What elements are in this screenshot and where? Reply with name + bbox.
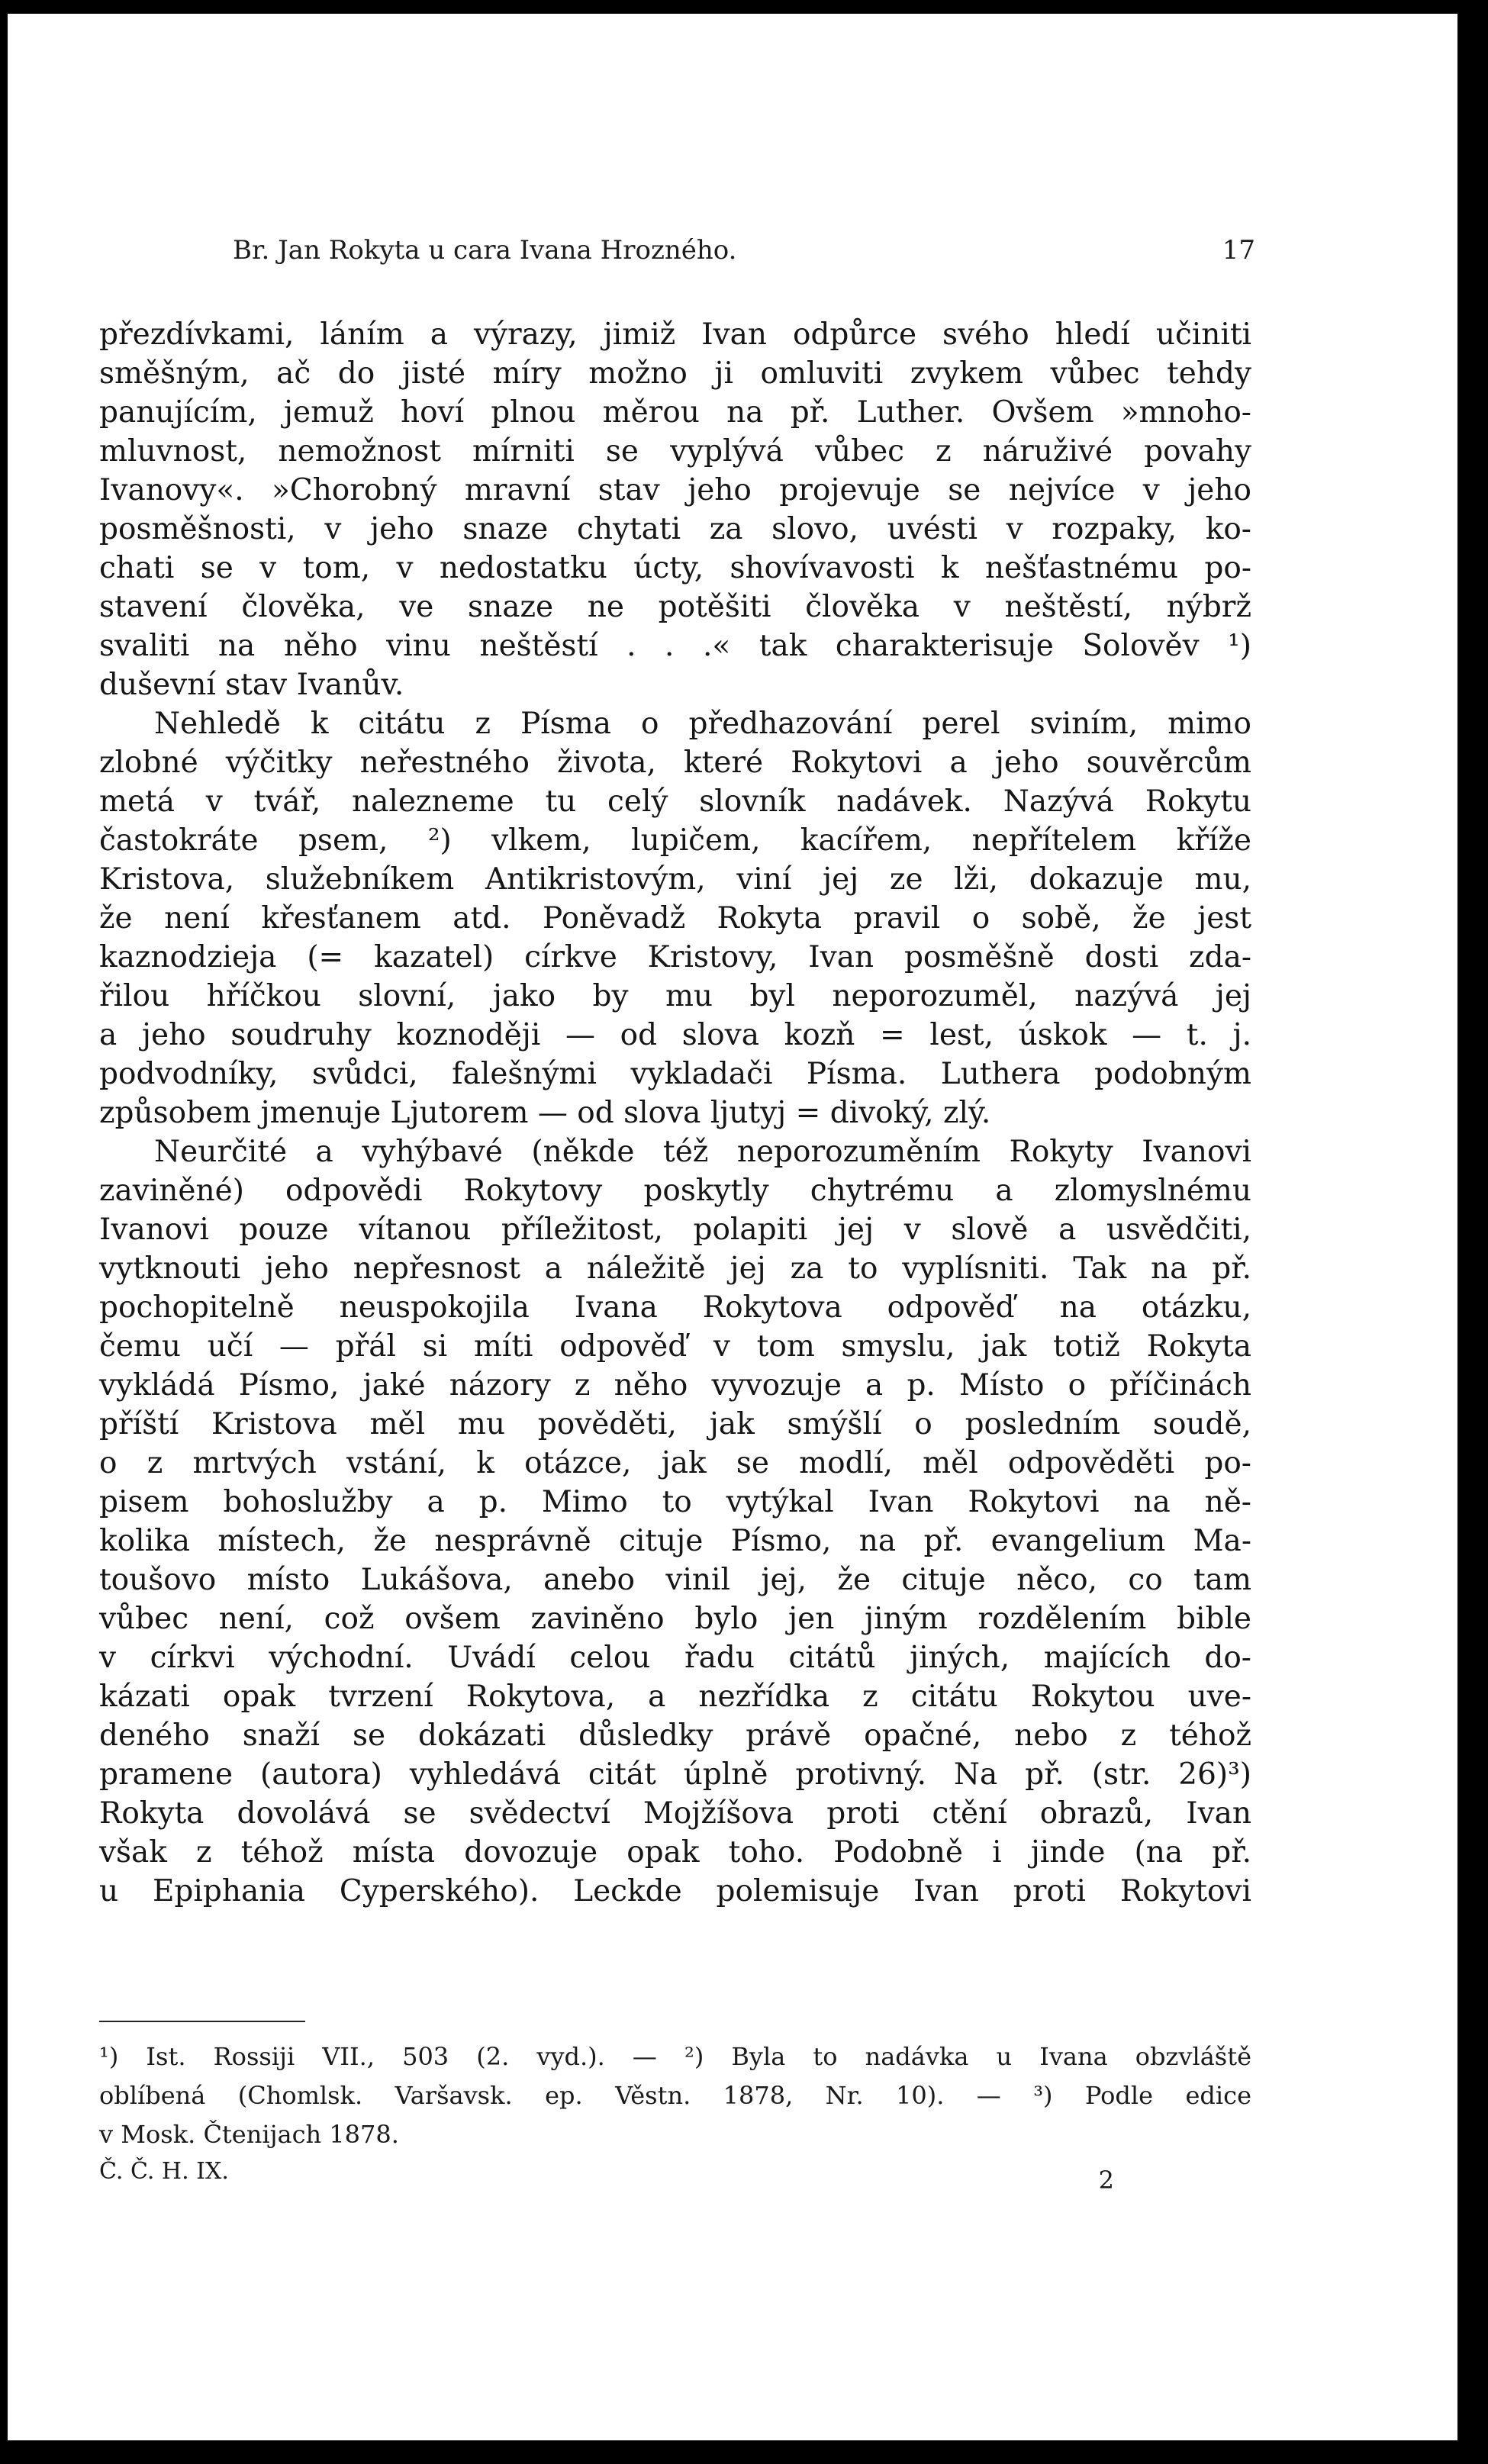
text-line: způsobem jmenuje Ljutorem — od slova ljutyj = divoký, zlý. — [99, 1096, 991, 1130]
text-line: panujícím, jemuž hoví plnou měrou na př. Luther. Ovšem »mnoho- — [99, 395, 1251, 430]
text-line: vůbec není, což ovšem zaviněno bylo jen jiným rozdělením bible — [99, 1602, 1251, 1636]
text-line: čemu učí — přál si míti odpověď v tom smyslu, jak totiž Rokyta — [99, 1329, 1251, 1364]
text-line: metá v tvář, nalezneme tu celý slovník nadávek. Nazývá Rokytu — [99, 784, 1251, 819]
text-line: posměšnosti, v jeho snaze chytati za slovo, uvésti v rozpaky, ko- — [99, 512, 1251, 546]
text-line: stavení člověka, ve snaze ne potěšiti člověka v neštěstí, nýbrž — [99, 590, 1251, 624]
text-line: pisem bohoslužby a p. Mimo to vytýkal Ivan Rokytovi na ně- — [99, 1485, 1251, 1519]
gathering-number: 2 — [1098, 2166, 1114, 2195]
text-line: příští Kristova měl mu pověděti, jak smýšlí o posledním soudě, — [99, 1407, 1251, 1441]
signature-mark: Č. Č. H. IX. — [99, 2158, 229, 2185]
body-text — [99, 315, 1251, 1911]
text-line: Ivanovi pouze vítanou příležitost, polapiti jej v slově a usvědčiti, — [99, 1213, 1251, 1247]
text-line: řilou hříčkou slovní, jako by mu byl neporozuměl, nazývá jej — [99, 979, 1251, 1013]
footnote-line: oblíbená (Chomlsk. Varšavsk. ep. Věstn. 1878, Nr. 10). — ³) Podle edice — [99, 2081, 1251, 2110]
text-line: chati se v tom, v nedostatku úcty, shovívavosti k nešťastnému po- — [99, 551, 1251, 585]
footnote-line: v Mosk. Čtenijach 1878. — [99, 2120, 399, 2149]
text-line: častokráte psem, ²) vlkem, lupičem, kacířem, nepřítelem kříže — [99, 823, 1251, 858]
footnotes — [99, 2040, 1251, 2156]
running-title: Br. Jan Rokyta u cara Ivana Hrozného. — [233, 235, 737, 266]
text-line: pramene (autora) vyhledává citát úplně protivný. Na př. (str. 26)³) — [99, 1757, 1251, 1792]
text-line: a jeho soudruhy koznoději — od slova kozň = lest, úskok — t. j. — [99, 1018, 1251, 1052]
text-line: Kristova, služebníkem Antikristovým, viní jej ze lži, dokazuje mu, — [99, 862, 1251, 897]
text-line: Rokyta dovolává se svědectví Mojžíšova proti ctění obrazů, Ivan — [99, 1796, 1251, 1831]
text-line: zlobné výčitky neřestného života, které Rokytovi a jeho souvěrcům — [99, 746, 1251, 780]
page-number: 17 — [1222, 235, 1255, 266]
text-line: podvodníky, svůdci, falešnými vykladači Písma. Luthera podobným — [99, 1057, 1251, 1091]
text-line: pochopitelně neuspokojila Ivana Rokytova odpověď na otázku, — [99, 1290, 1251, 1325]
text-line: však z téhož místa dovozuje opak toho. Podobně i jinde (na př. — [99, 1835, 1251, 1870]
text-line: vytknouti jeho nepřesnost a náležitě jej za to vyplísniti. Tak na př. — [99, 1251, 1251, 1286]
text-line: duševní stav Ivanův. — [99, 668, 404, 702]
footnote-separator — [99, 2021, 305, 2022]
book-page — [8, 14, 1457, 2440]
text-line: kolika místech, že nesprávně cituje Písmo, na př. evangelium Ma- — [99, 1524, 1251, 1558]
text-line: Nehledě k citátu z Písma o předhazování perel sviním, mimo — [154, 707, 1251, 741]
text-line: Ivanovy«. »Chorobný mravní stav jeho projevuje se nejvíce v jeho — [99, 473, 1251, 507]
text-line: o z mrtvých vstání, k otázce, jak se modlí, měl odpověděti po- — [99, 1446, 1251, 1480]
text-line: že není křesťanem atd. Poněvadž Rokyta pravil o sobě, že jest — [99, 901, 1251, 936]
text-line: svaliti na něho vinu neštěstí . . .« tak charakterisuje Solověv ¹) — [99, 629, 1251, 663]
text-line: mluvnost, nemožnost mírniti se vyplývá vůbec z náruživé povahy — [99, 434, 1251, 469]
text-line: Neurčité a vyhýbavé (někde též neporozuměním Rokyty Ivanovi — [154, 1135, 1251, 1169]
text-line: u Epiphania Cyperského). Leckde polemisuje Ivan proti Rokytovi — [99, 1874, 1251, 1908]
text-line: toušovo místo Lukášova, anebo vinil jej, že cituje něco, co tam — [99, 1563, 1251, 1597]
text-line: kázati opak tvrzení Rokytova, a nezřídka z citátu Rokytou uve- — [99, 1680, 1251, 1714]
footnote-line: ¹) Ist. Rossiji VII., 503 (2. vyd.). — ²) Byla to nadávka u Ivana obzvláště — [99, 2042, 1251, 2071]
text-line: přezdívkami, láním a výrazy, jimiž Ivan odpůrce svého hledí učiniti — [99, 317, 1251, 352]
text-line: zaviněné) odpovědi Rokytovy poskytly chytrému a zlomyslnému — [99, 1174, 1251, 1208]
text-line: v církvi východní. Uvádí celou řadu citátů jiných, majících do- — [99, 1641, 1251, 1675]
text-line: kaznodzieja (= kazatel) církve Kristovy, Ivan posměšně dosti zda- — [99, 940, 1251, 974]
text-line: směšným, ač do jisté míry možno ji omluviti zvykem vůbec tehdy — [99, 356, 1251, 391]
text-line: deného snaží se dokázati důsledky právě opačné, nebo z téhož — [99, 1718, 1251, 1753]
text-line: vykládá Písmo, jaké názory z něho vyvozuje a p. Místo o příčinách — [99, 1368, 1251, 1403]
